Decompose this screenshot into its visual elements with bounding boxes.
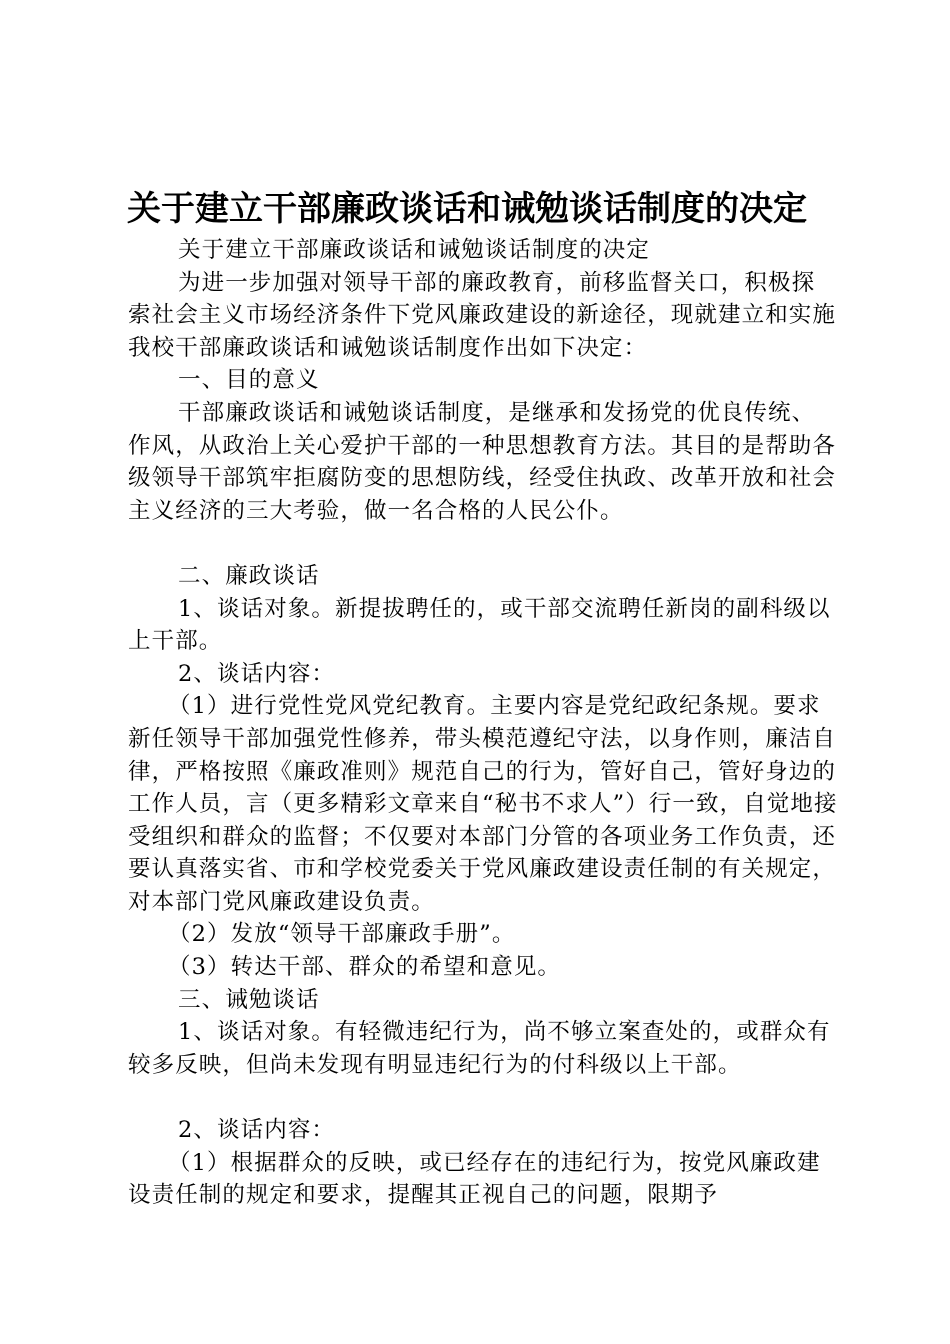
purpose-paragraph: 干部廉政谈话和诫勉谈话制度，是继承和发扬党的优良传统、作风，从政治上关心爱护干部的一种思想教育方法。其目的是帮助各级领导干部筑牢拒腐防变的思想防线，经受住执政、改革开放和社会主义经济的三大考验，做一名合格的人民公仆。 [128, 399, 837, 524]
intro-paragraph: 为进一步加强对领导干部的廉政教育，前移监督关口，积极探索社会主义市场经济条件下党风廉政建设的新途径，现就建立和实施我校干部廉政谈话和诫勉谈话制度作出如下决定： [128, 269, 837, 361]
admonition-talk-content-item-1: （1）根据群众的反映，或已经存在的违纪行为，按党风廉政建设责任制的规定和要求，提醒其正视自己的问题，限期予 [128, 1149, 821, 1209]
integrity-talk-content-heading: 2、谈话内容： [178, 660, 336, 687]
subtitle-paragraph: 关于建立干部廉政谈话和诫勉谈话制度的决定 [178, 237, 651, 263]
integrity-talk-content-item-2: （2）发放“领导干部廉政手册”。 [168, 921, 516, 948]
admonition-talk-targets: 1、谈话对象。有轻微违纪行为，尚不够立案查处的，或群众有较多反映，但尚未发现有明显违纪行为的付科级以上干部。 [128, 1019, 831, 1078]
document-body [128, 234, 838, 1212]
integrity-talk-content-item-1: （1）进行党性党风党纪教育。主要内容是党纪政纪条规。要求新任领导干部加强党性修养，带头模范遵纪守法，以身作则，廉洁自律，严格按照《廉政准则》规范自己的行为，管好自己，管好身边的工作人员，言（更多精彩文章来自“秘书不求人”）行一致，自觉地接受组织和群众的监督；不仅要对本部门分管的各项业务工作负责，还要认真落实省、市和学校党委关于党风廉政建设责任制的有关规定，对本部门党风廉政建设负责。 [128, 693, 838, 915]
section-heading-integrity-talk: 二、廉政谈话 [178, 562, 320, 589]
paragraph-spacer [128, 1081, 838, 1114]
section-heading-purpose: 一、目的意义 [178, 367, 320, 394]
integrity-talk-targets: 1、谈话对象。新提拔聘任的，或干部交流聘任新岗的副科级以上干部。 [128, 595, 831, 655]
admonition-talk-content-heading: 2、谈话内容： [178, 1117, 336, 1144]
integrity-talk-content-item-3: （3）转达干部、群众的希望和意见。 [168, 954, 562, 981]
document-title: 关于建立干部廉政谈话和诫勉谈话制度的决定 [127, 189, 807, 229]
paragraph-spacer [128, 527, 838, 560]
section-heading-admonition-talk: 三、诫勉谈话 [178, 986, 320, 1013]
